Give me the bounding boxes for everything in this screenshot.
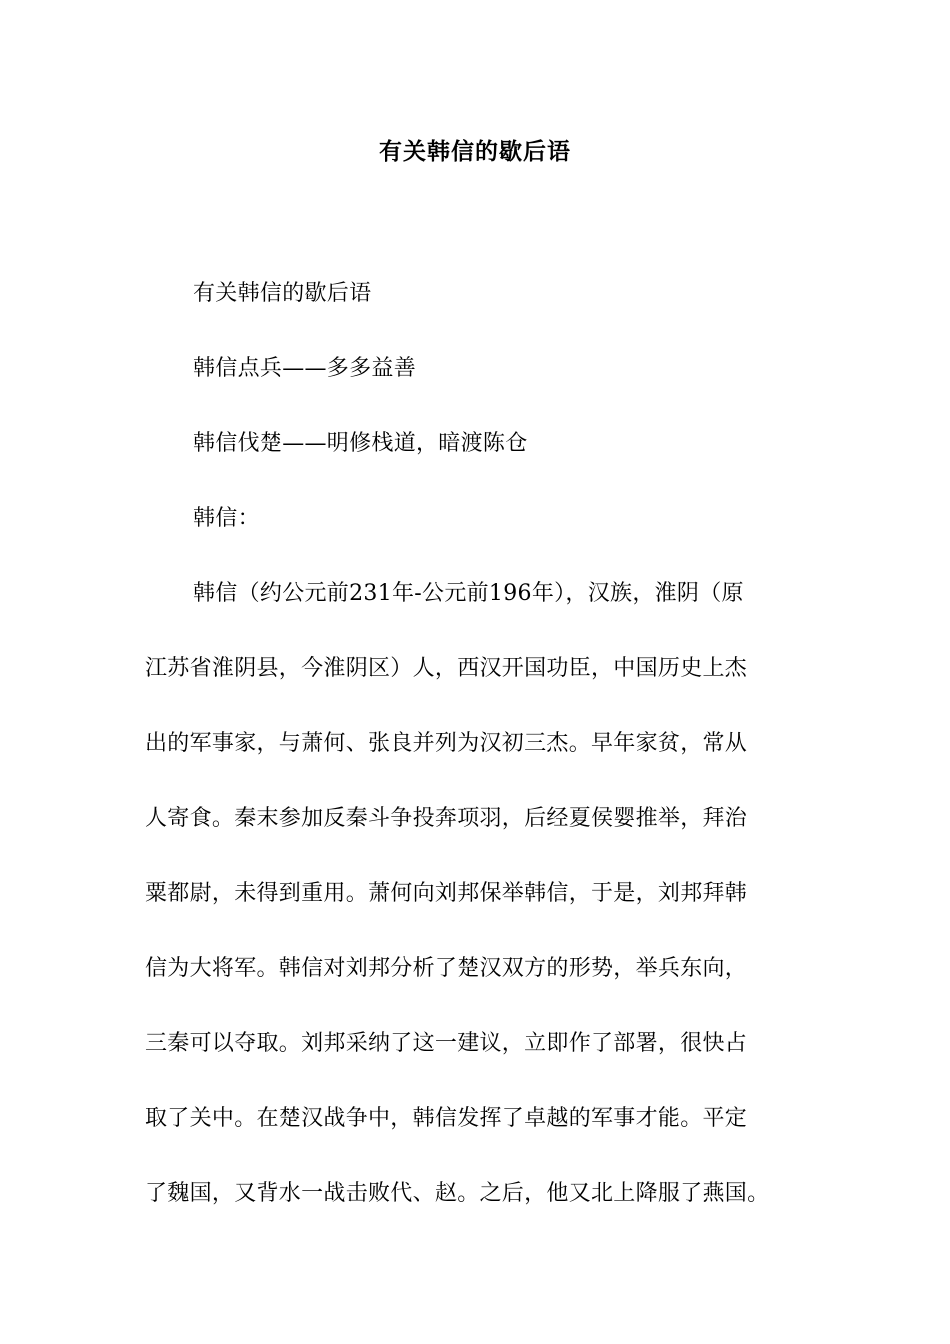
- bio-line: 信为大将军。韩信对刘邦分析了楚汉双方的形势，举兵东向，: [145, 956, 748, 981]
- bio-line: 人寄食。秦末参加反秦斗争投奔项羽，后经夏侯婴推举，拜治: [145, 806, 748, 831]
- bio-line: 江苏省淮阴县，今淮阴区）人，西汉开国功臣，中国历史上杰: [145, 656, 748, 681]
- bio-line: 韩信（约公元前231年-公元前196年），汉族，淮阴（原: [193, 581, 744, 606]
- paragraph-proverb-2: 韩信伐楚——明修栈道，暗渡陈仓: [193, 431, 528, 456]
- paragraph-subtitle: 有关韩信的歇后语: [193, 281, 372, 306]
- paragraph-proverb-1: 韩信点兵——多多益善: [193, 356, 417, 381]
- document-title: 有关韩信的歇后语: [379, 138, 571, 165]
- bio-line: 取了关中。在楚汉战争中，韩信发挥了卓越的军事才能。平定: [145, 1106, 748, 1131]
- bio-line: 出的军事家，与萧何、张良并列为汉初三杰。早年家贫，常从: [145, 731, 748, 756]
- document-body: [145, 256, 825, 1231]
- bio-line: 了魏国，又背水一战击败代、赵。之后，他又北上降服了燕国。: [145, 1181, 770, 1206]
- bio-line: 粟都尉，未得到重用。萧何向刘邦保举韩信，于是，刘邦拜韩: [145, 881, 748, 906]
- bio-line: 三秦可以夺取。刘邦采纳了这一建议，立即作了部署，很快占: [145, 1031, 748, 1056]
- biography-paragraph: [145, 556, 825, 1231]
- paragraph-heading-hanxin: 韩信：: [193, 506, 260, 531]
